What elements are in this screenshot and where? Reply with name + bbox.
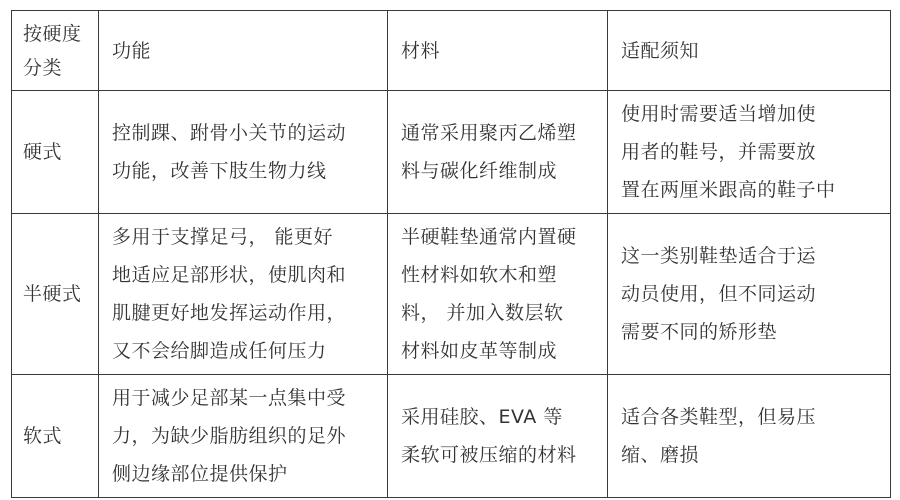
- table-row: [12, 91, 891, 214]
- data-table: [11, 10, 891, 498]
- table-header-row: [12, 11, 891, 91]
- row-material: 通常采用聚丙乙烯塑 料与碳化纤维制成: [388, 91, 608, 214]
- table-row: [12, 214, 891, 375]
- header-fitting-notes: 适配须知: [608, 11, 891, 91]
- row-category: 半硬式: [12, 214, 99, 375]
- row-material: 半硬鞋垫通常内置硬 性材料如软木和塑 料， 并加入数层软 材料如皮革等制成: [388, 214, 608, 375]
- row-notes: 适合各类鞋型，但易压 缩、磨损: [608, 375, 891, 498]
- header-hardness-category: 按硬度 分类: [12, 11, 99, 91]
- table-row: [12, 375, 891, 498]
- row-category: 软式: [12, 375, 99, 498]
- row-notes: 这一类别鞋垫适合于运 动员使用，但不同运动 需要不同的矫形垫: [608, 214, 891, 375]
- row-category: 硬式: [12, 91, 99, 214]
- row-material: 采用硅胶、EVA 等 柔软可被压缩的材料: [388, 375, 608, 498]
- row-function: 控制踝、跗骨小关节的运动 功能，改善下肢生物力线: [99, 91, 388, 214]
- header-material: 材料: [388, 11, 608, 91]
- row-function: 用于减少足部某一点集中受 力，为缺少脂肪组织的足外 侧边缘部位提供保护: [99, 375, 388, 498]
- header-function: 功能: [99, 11, 388, 91]
- row-function: 多用于支撑足弓， 能更好 地适应足部形状，使肌肉和 肌腱更好地发挥运动作用， 又不会给脚造成任何压力: [99, 214, 388, 375]
- row-notes: 使用时需要适当增加使 用者的鞋号，并需要放 置在两厘米跟高的鞋子中: [608, 91, 891, 214]
- insole-classification-table: [11, 10, 891, 498]
